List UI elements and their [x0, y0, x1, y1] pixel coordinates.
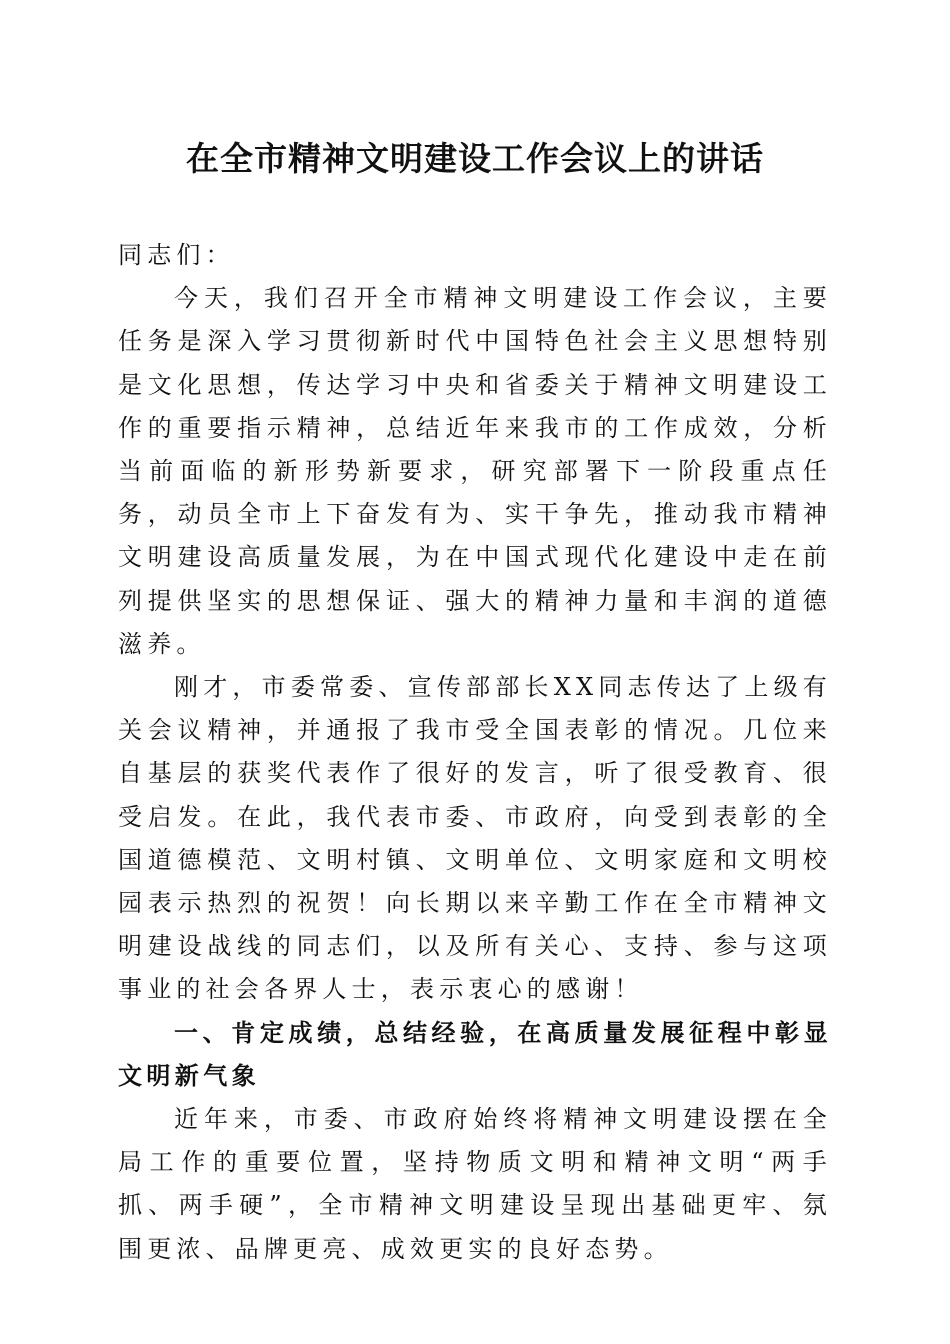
- salutation: 同志们：: [118, 241, 235, 269]
- document-title: 在全市精神文明建设工作会议上的讲话: [186, 139, 764, 178]
- body-paragraph: 近年来，市委、市政府始终将精神文明建设摆在全局工作的重要位置，坚持物质文明和精神文明“两手抓、两手硬”，全市精神文明建设呈现出基础更牢、氛围更浓、品牌更亮、成效更实的良好态势。: [118, 1105, 832, 1263]
- section-heading: 一、肯定成绩，总结经验，在高质量发展征程中彰显文明新气象: [118, 1018, 832, 1090]
- body-paragraph: 今天，我们召开全市精神文明建设工作会议，主要任务是深入学习贯彻新时代中国特色社会主义思想特别是文化思想，传达学习中央和省委关于精神文明建设工作的重要指示精神，总结近年来我市的工作成效，分析当前面临的新形势新要求，研究部署下一阶段重点任务，动员全市上下奋发有为、实干争先，推动我市精神文明建设高质量发展，为在中国式现代化建设中走在前列提供坚实的思想保证、强大的精神力量和丰润的道德滋养。: [118, 284, 832, 658]
- body-paragraph: 刚才，市委常委、宣传部部长XX同志传达了上级有关会议精神，并通报了我市受全国表彰的情况。几位来自基层的获奖代表作了很好的发言，听了很受教育、很受启发。在此，我代表市委、市政府，向受到表彰的全国道德模范、文明村镇、文明单位、文明家庭和文明校园表示热烈的祝贺！向长期以来辛勤工作在全市精神文明建设战线的同志们，以及所有关心、支持、参与这项事业的社会各界人士，表示衷心的感谢！: [118, 673, 832, 1004]
